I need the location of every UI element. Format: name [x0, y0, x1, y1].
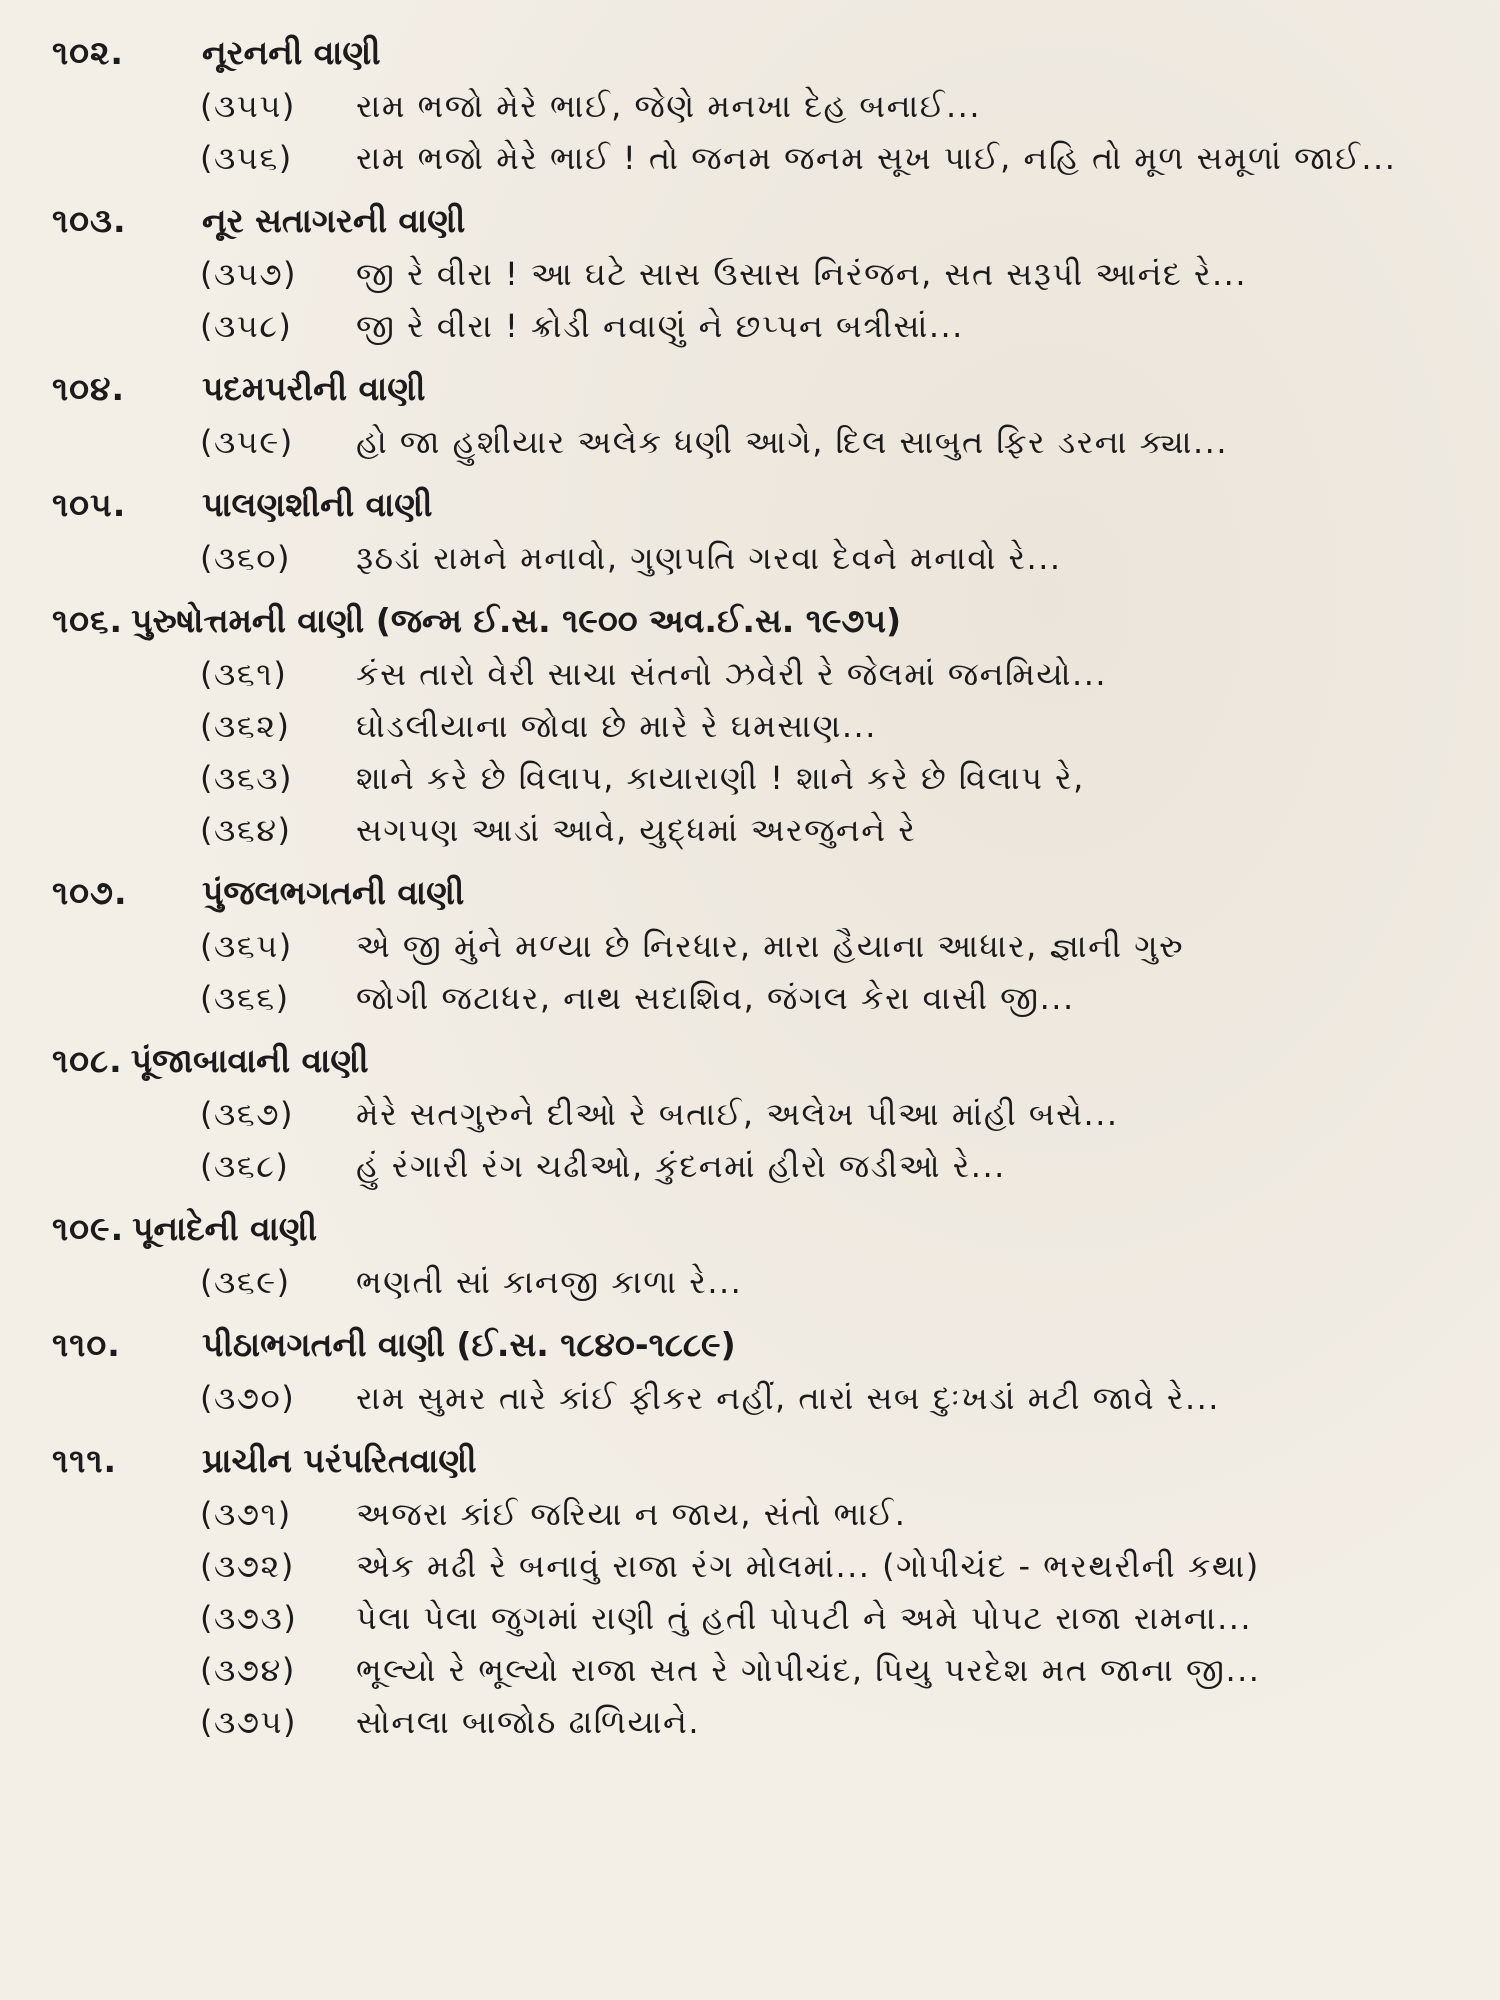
section-number: ૧૦૪.: [52, 369, 126, 408]
section-heading: [52, 1314, 1460, 1366]
section-title: પુરુષોત્તમની વાણી (જન્મ ઈ.સ. ૧૯૦૦ અવ.ઈ.સ. ૧૯૭૫): [131, 601, 902, 640]
item-list: [200, 416, 1460, 468]
item-text: એ જી મુંને મળ્યા છે નિરધાર, મારા હૈયાના આધાર, જ્ઞાની ગુરુ: [356, 927, 1185, 965]
item-text: પેલા પેલા જુગમાં રાણી તું હતી પોપટી ને અમે પોપટ રાજા રામના...: [356, 1599, 1253, 1637]
section-111: [52, 1430, 1460, 1748]
item-code: (૩૫૫): [200, 87, 296, 125]
section-number: ૧૧૧.: [52, 1441, 118, 1480]
item-text: ભણતી સાં કાનજી કાળા રે...: [356, 1263, 743, 1301]
item-list: [200, 1372, 1460, 1424]
section-title: પ્રાચીન પરંપરિતવાણી: [202, 1441, 477, 1480]
section-heading: [52, 358, 1460, 410]
section-heading: [52, 190, 1460, 242]
list-item: [200, 1256, 1460, 1308]
list-item: [200, 532, 1460, 584]
section-107: [52, 862, 1460, 1024]
section-heading: [52, 1430, 1460, 1482]
item-list: [200, 1488, 1460, 1748]
section-105: [52, 474, 1460, 584]
item-list: [200, 248, 1460, 352]
item-code: (૩૫૮): [200, 307, 293, 345]
item-code: (૩૭૧): [200, 1495, 292, 1533]
item-text: એક મઢી રે બનાવું રાજા રંગ મોલમાં... (ગોપીચંદ - ભરથરીની કથા): [356, 1547, 1260, 1585]
list-item: [200, 1488, 1460, 1540]
item-code: (૩૬૩): [200, 759, 294, 797]
section-title: પદમપરીની વાણી: [202, 369, 426, 408]
list-item: [200, 972, 1460, 1024]
section-106: [52, 590, 1460, 856]
item-code: (૩૭૪): [200, 1651, 296, 1689]
item-text: હું રંગારી રંગ ચઢીઓ, કુંદનમાં હીરો જડીઓ રે...: [356, 1147, 1006, 1185]
item-text: જોગી જટાધર, નાથ સદાશિવ, જંગલ કેરા વાસી જી...: [356, 979, 1075, 1017]
item-text: જી રે વીરા ! ક્રોડી નવાણું ને છપ્પન બત્રીસાં...: [356, 307, 964, 345]
item-text: શાને કરે છે વિલાપ, કાયારાણી ! શાને કરે છે વિલાપ રે,: [356, 759, 1085, 797]
item-text: સોનલા બાજોઠ ઢાળિયાને.: [356, 1703, 701, 1741]
list-item: [200, 1372, 1460, 1424]
item-text: રૂઠડાં રામને મનાવો, ગુણપતિ ગરવા દેવને મનાવો રે...: [356, 539, 1062, 577]
section-number: ૧૦૫.: [52, 485, 127, 524]
item-list: [200, 1088, 1460, 1192]
list-item: [200, 700, 1460, 752]
section-number: ૧૧૦.: [52, 1325, 121, 1364]
section-title: પુંજલભગતની વાણી: [202, 873, 465, 912]
list-item: [200, 648, 1460, 700]
list-item: [200, 1644, 1460, 1696]
list-item: [200, 1696, 1460, 1748]
section-heading: [52, 590, 1460, 642]
item-code: (૩૬૧): [200, 655, 288, 693]
section-title: નૂર સતાગરની વાણી: [202, 201, 466, 240]
section-heading: [52, 474, 1460, 526]
section-heading: [52, 1030, 1460, 1082]
section-108: [52, 1030, 1460, 1192]
item-text: હો જા હુશીયાર અલેક ધણી આગે, દિલ સાબુત ફિર ડરના ક્યા...: [356, 423, 1229, 461]
item-text: અજરા કાંઈ જરિયા ન જાય, સંતો ભાઈ.: [356, 1495, 907, 1533]
section-title: પૂનાદેની વાણી: [132, 1209, 318, 1248]
list-item: [200, 248, 1460, 300]
section-109: [52, 1198, 1460, 1308]
section-number: ૧૦૨.: [52, 33, 124, 72]
list-item: [200, 80, 1460, 132]
section-title: પાલણશીની વાણી: [202, 485, 433, 524]
section-heading: [52, 1198, 1460, 1250]
item-code: (૩૭૦): [200, 1379, 296, 1417]
section-103: [52, 190, 1460, 352]
list-item: [200, 300, 1460, 352]
item-code: (૩૬૮): [200, 1147, 290, 1185]
item-code: (૩૫૭): [200, 255, 298, 293]
list-item: [200, 1140, 1460, 1192]
section-title: નૂરનની વાણી: [202, 33, 381, 72]
section-number: ૧૦૯.: [52, 1209, 125, 1248]
list-item: [200, 920, 1460, 972]
section-102: [52, 22, 1460, 184]
section-number: ૧૦૬.: [52, 601, 124, 640]
list-item: [200, 416, 1460, 468]
list-item: [200, 752, 1460, 804]
item-text: સગપણ આડાં આવે, યુદ્ધમાં અરજુનને રે: [356, 811, 917, 849]
item-code: (૩૬૪): [200, 811, 292, 849]
section-number: ૧૦૭.: [52, 873, 128, 912]
item-text: રામ સુમર તારે કાંઈ ફીકર નહીં, તારાં સબ દુઃખડાં મટી જાવે રે...: [356, 1379, 1220, 1417]
item-text: ઘોડલીયાના જોવા છે મારે રે ઘમસાણ...: [356, 707, 877, 745]
item-code: (૩૬૨): [200, 707, 291, 745]
list-item: [200, 1540, 1460, 1592]
section-heading: [52, 862, 1460, 914]
item-code: (૩૬૯): [200, 1263, 291, 1301]
item-code: (૩૬૫): [200, 927, 293, 965]
item-code: (૩૬૭): [200, 1095, 294, 1133]
list-item: [200, 1592, 1460, 1644]
item-code: (૩૭૫): [200, 1703, 298, 1741]
list-item: [200, 1088, 1460, 1140]
item-text: રામ ભજો મેરે ભાઈ, જેણે મનખા દેહ બનાઈ...: [356, 87, 981, 125]
item-text: ભૂલ્યો રે ભૂલ્યો રાજા સત રે ગોપીચંદ, પિયુ પરદેશ મત જાના જી...: [356, 1651, 1261, 1689]
item-text: રામ ભજો મેરે ભાઈ ! તો જનમ જનમ સૂખ પાઈ, નહિ તો મૂળ સમૂળાં જાઈ...: [356, 139, 1397, 177]
item-code: (૩૫૬): [200, 139, 293, 177]
section-title: પૂંજાબાવાની વાણી: [130, 1041, 369, 1080]
item-code: (૩૭૩): [200, 1599, 298, 1637]
item-list: [200, 1256, 1460, 1308]
list-item: [200, 804, 1460, 856]
item-text: કંસ તારો વેરી સાચા સંતનો ઝવેરી રે જેલમાં જનમિયો...: [356, 655, 1108, 693]
section-104: [52, 358, 1460, 468]
item-list: [200, 532, 1460, 584]
section-number: ૧૦૮.: [52, 1041, 123, 1080]
item-list: [200, 648, 1460, 856]
item-list: [200, 80, 1460, 184]
section-number: ૧૦૩.: [52, 201, 127, 240]
item-text: જી રે વીરા ! આ ઘટે સાસ ઉસાસ નિરંજન, સત સરૂપી આનંદ રે...: [356, 255, 1248, 293]
item-code: (૩૬૬): [200, 979, 290, 1017]
item-text: મેરે સતગુરુને દીઓ રે બતાઈ, અલેખ પીઆ માંહી બસે...: [356, 1095, 1119, 1133]
item-code: (૩૫૯): [200, 423, 294, 461]
item-code: (૩૭૨): [200, 1547, 295, 1585]
section-heading: [52, 22, 1460, 74]
item-list: [200, 920, 1460, 1024]
section-title: પીઠાભગતની વાણી (ઈ.સ. ૧૮૪૦-૧૮૮૯): [202, 1325, 736, 1364]
section-110: [52, 1314, 1460, 1424]
item-code: (૩૬૦): [200, 539, 291, 577]
list-item: [200, 132, 1460, 184]
